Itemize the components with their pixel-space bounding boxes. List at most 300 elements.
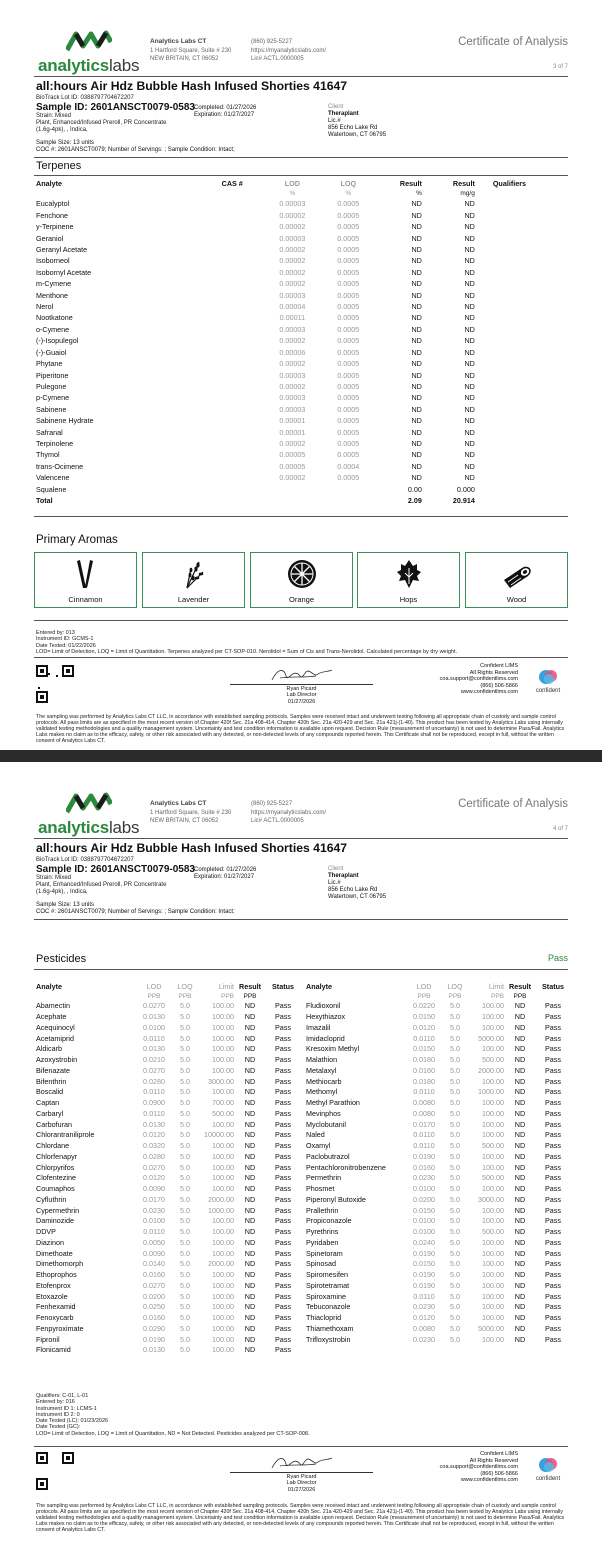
analyte-name: Isobornyl Acetate (36, 267, 92, 277)
lod-value: 0.0140 (143, 1259, 165, 1269)
lims-website-link[interactable]: www.confidentlims.com (460, 689, 518, 695)
result-value: ND (244, 1033, 256, 1043)
loq-value: 5.0 (450, 1302, 460, 1312)
cas-cell (222, 392, 265, 403)
status-value: Pass (275, 1151, 291, 1161)
analyte-name: m-Cymene (36, 279, 72, 289)
loq-value: 5.0 (180, 1033, 190, 1043)
cas-cell (222, 210, 265, 221)
lod-value: 0.00003 (279, 370, 306, 380)
table-row (306, 1141, 570, 1152)
limit-value: 100.00 (212, 1151, 234, 1161)
status-value: Pass (275, 1055, 291, 1065)
biotrack-lot-id: BioTrack Lot ID: 0388797704672207 (36, 95, 134, 101)
logo-mark-icon (66, 792, 112, 814)
cas-cell (222, 347, 265, 358)
result-mg: ND (464, 416, 475, 426)
loq-value: 5.0 (180, 1291, 190, 1301)
col-cas: CAS # (221, 179, 243, 188)
cas-cell (222, 267, 265, 278)
cas-cell (222, 255, 265, 266)
limit-value: 100.00 (212, 1302, 234, 1312)
analyte-name: Prallethrin (306, 1205, 339, 1215)
analyte-name: Azoxystrobin (36, 1055, 78, 1065)
status-value: Pass (275, 1087, 291, 1097)
lod-value: 0.00003 (279, 393, 306, 403)
coc-info: COC #: 2601ANSCT0079; Number of Servings: ; Sample Condition: Intact; (36, 909, 235, 915)
pesticides-table-left (36, 981, 300, 1356)
loq-value: 5.0 (450, 1313, 460, 1323)
limit-value: 100.00 (482, 1076, 504, 1086)
qualifier-cell (475, 347, 526, 358)
analyte-name: Daminozide (36, 1216, 74, 1226)
lod-value: 0.0230 (413, 1302, 435, 1312)
result-value: ND (514, 1033, 526, 1043)
loq-value: 5.0 (450, 1012, 460, 1022)
analyte-name: Safranal (36, 427, 63, 437)
analyte-name: Chlorpyrifos (36, 1162, 75, 1172)
lod-value: 0.0900 (143, 1098, 165, 1108)
table-row (306, 1087, 570, 1098)
limit-value: 100.00 (212, 1270, 234, 1280)
loq-value: 0.0005 (337, 416, 360, 426)
limit-value: 100.00 (212, 1227, 234, 1237)
table-header-row (36, 981, 300, 992)
product-type: (1.6g-4pk), , Indica, (36, 889, 88, 895)
divider (34, 175, 568, 176)
status-value: Pass (275, 1001, 291, 1011)
client-address-line1: 856 Echo Lake Rd (328, 887, 378, 893)
limit-value: 100.00 (482, 1119, 504, 1129)
lod-value: 0.0270 (143, 1280, 165, 1290)
table-row (36, 1044, 300, 1055)
table-row (306, 1184, 570, 1195)
result-percent: ND (411, 336, 422, 346)
qr-code-icon[interactable] (36, 665, 74, 703)
lavender-icon (179, 558, 209, 590)
cas-cell (222, 370, 265, 381)
qualifier-cell (475, 404, 526, 415)
status-value: Pass (275, 1313, 291, 1323)
status-value: Pass (275, 1033, 291, 1043)
analyte-name: Imidacloprid (306, 1033, 345, 1043)
loq-value: 5.0 (450, 1098, 460, 1108)
cas-cell (222, 404, 265, 415)
result-percent: ND (411, 324, 422, 334)
loq-value (320, 495, 377, 506)
analyte-name: p-Cymene (36, 393, 70, 403)
sample-id: Sample ID: 2601ANSCT0079-0583 (36, 864, 195, 875)
client-address-line2: Watertown, CT 06795 (328, 894, 387, 900)
lod-value: 0.0280 (143, 1076, 165, 1086)
table-row (36, 233, 526, 244)
loq-value: 5.0 (180, 1076, 190, 1086)
limit-value: 500.00 (482, 1173, 504, 1183)
limit-value: 100.00 (482, 1012, 504, 1022)
completed-date: Completed: 01/27/2026 (194, 867, 257, 873)
result-mg: ND (464, 233, 475, 243)
lod-value: 0.0160 (143, 1270, 165, 1280)
signer-role: Lab Director (286, 692, 317, 699)
result-percent: ND (411, 290, 422, 300)
status-value: Pass (275, 1216, 291, 1226)
lod-value: 0.0100 (143, 1216, 165, 1226)
limit-value: 100.00 (212, 1280, 234, 1290)
table-row (306, 1206, 570, 1217)
result-value: ND (244, 1119, 256, 1129)
table-row (36, 1238, 300, 1249)
col-result: Result (239, 982, 261, 991)
loq-value: 5.0 (180, 1313, 190, 1323)
lod-value: 0.0100 (413, 1216, 435, 1226)
analyte-name: Fenchone (36, 210, 68, 220)
lod-value: 0.0080 (413, 1323, 435, 1333)
result-value: ND (514, 1334, 526, 1344)
analyte-name: Geranyl Acetate (36, 245, 88, 255)
result-value: ND (514, 1270, 526, 1280)
table-row (36, 335, 526, 346)
analyte-name: Squalene (36, 484, 67, 494)
table-row (306, 1055, 570, 1066)
result-mg: ND (464, 359, 475, 369)
client-label: Client (328, 866, 344, 872)
lab-website-link[interactable]: https://myanalyticslabs.com/ (251, 809, 327, 816)
lod-value: 0.0240 (413, 1237, 435, 1247)
qualifier-cell (475, 461, 526, 472)
loq-value: 5.0 (450, 1044, 460, 1054)
status-value: Pass (275, 1184, 291, 1194)
limit-value: 10000.00 (204, 1130, 234, 1140)
analyte-name: Pyrethrins (306, 1227, 339, 1237)
table-row (306, 1066, 570, 1077)
loq-value: 5.0 (180, 1184, 190, 1194)
table-row (36, 495, 526, 506)
table-row (36, 324, 526, 335)
status-value: Pass (545, 1237, 561, 1247)
signature-block (230, 1450, 373, 1496)
result-percent: ND (411, 313, 422, 323)
limit-value: 500.00 (482, 1141, 504, 1151)
result-value: ND (514, 1280, 526, 1290)
limit-value: 100.00 (212, 1065, 234, 1075)
limit-value: 100.00 (212, 1119, 234, 1129)
result-value: ND (514, 1313, 526, 1323)
divider (34, 838, 568, 839)
document-title: Certificate of Analysis (458, 798, 568, 810)
coa-page-4 (0, 762, 602, 1566)
completed-date: Completed: 01/27/2026 (194, 105, 257, 111)
result-mg: ND (464, 279, 475, 289)
qr-code-icon[interactable] (36, 1452, 74, 1490)
client-license: Lic.# (328, 118, 341, 124)
lod-value: 0.0150 (413, 1259, 435, 1269)
loq-value: 0.0005 (337, 450, 360, 460)
status-value: Pass (545, 1205, 561, 1215)
table-row (36, 1066, 300, 1077)
limit-value: 100.00 (482, 1151, 504, 1161)
result-value: ND (514, 1044, 526, 1054)
result-mg: ND (464, 381, 475, 391)
result-value: ND (244, 1302, 256, 1312)
status-value: Pass (545, 1098, 561, 1108)
loq-value: 5.0 (450, 1076, 460, 1086)
confident-logo-icon (538, 1456, 558, 1474)
status-value: Pass (275, 1141, 291, 1151)
lod-value: 0.0190 (413, 1151, 435, 1161)
limit-value: 100.00 (482, 1044, 504, 1054)
loq-value: 5.0 (180, 1302, 190, 1312)
status-value: Pass (545, 1173, 561, 1183)
table-row (36, 381, 526, 392)
limit-value: 100.00 (212, 1141, 234, 1151)
analyte-name: Spinosad (306, 1259, 336, 1269)
signature-line (230, 1472, 373, 1473)
date-tested-gc: Date Tested (GC): (36, 1424, 81, 1431)
analyte-name: Dimethoate (36, 1248, 73, 1258)
loq-value: 5.0 (450, 1184, 460, 1194)
lod-value: 0.00003 (279, 233, 306, 243)
limit-value: 100.00 (212, 1184, 234, 1194)
status-value: Pass (275, 1345, 291, 1355)
analyte-name: Malathion (306, 1055, 338, 1065)
result-value: ND (244, 1076, 256, 1086)
table-row (306, 1270, 570, 1281)
loq-value: 5.0 (180, 1141, 190, 1151)
status-value: Pass (545, 1022, 561, 1032)
lod-value: 0.00002 (279, 245, 306, 255)
limit-value: 500.00 (482, 1227, 504, 1237)
loq-value: 5.0 (180, 1022, 190, 1032)
status-value: Pass (545, 1280, 561, 1290)
cas-cell (222, 438, 265, 449)
status-value: Pass (275, 1302, 291, 1312)
analyte-name: Geraniol (36, 233, 64, 243)
table-row (36, 1216, 300, 1227)
analyte-name: Spirotetramat (306, 1280, 350, 1290)
limit-value: 100.00 (482, 1184, 504, 1194)
table-row (306, 1034, 570, 1045)
loq-value: 0.0005 (337, 256, 360, 266)
loq-value: 5.0 (180, 1108, 190, 1118)
col-analyte: Analyte (306, 982, 332, 991)
lab-website-link[interactable]: https://myanalyticslabs.com/ (251, 47, 327, 54)
result-value: ND (514, 1001, 526, 1011)
analyte-name: Piperitone (36, 370, 69, 380)
lod-value: 0.0120 (143, 1173, 165, 1183)
lims-phone: (866) 506-5866 (480, 1470, 518, 1477)
table-row (36, 427, 526, 438)
aromas-panel (34, 552, 568, 608)
analyte-name: Valencene (36, 473, 70, 483)
result-value: ND (244, 1216, 256, 1226)
qualifier-cell (475, 449, 526, 460)
lod-value: 0.0130 (143, 1345, 165, 1355)
matrix: Plant, Enhanced/Infused Preroll, PR Concentrate (36, 882, 167, 888)
client-address-line1: 856 Echo Lake Rd (328, 125, 378, 131)
status-value: Pass (275, 1323, 291, 1333)
sample-size: Sample Size: 13 units (36, 902, 95, 908)
analyte-name: Diazinon (36, 1237, 64, 1247)
loq-value: 0.0005 (337, 359, 360, 369)
lod-value: 0.00001 (279, 416, 306, 426)
lims-name: Confident LIMS (480, 1451, 518, 1457)
lod-value: 0.0180 (413, 1076, 435, 1086)
limit-value: 100.00 (482, 1001, 504, 1011)
limit-value: 100.00 (212, 1055, 234, 1065)
limit-value: 100.00 (482, 1098, 504, 1108)
loq-value: 5.0 (450, 1162, 460, 1172)
limit-value: 3000.00 (208, 1076, 234, 1086)
terpenes-table (36, 178, 526, 506)
status-value: Pass (275, 1291, 291, 1301)
result-value: ND (514, 1130, 526, 1140)
overall-status-badge: Pass (547, 953, 568, 963)
limit-value: 100.00 (482, 1259, 504, 1269)
result-value: ND (244, 1151, 256, 1161)
table-row (36, 1345, 300, 1356)
result-mg: 20.914 (452, 495, 475, 505)
status-value: Pass (545, 1055, 561, 1065)
analyte-name: Eucalyptol (36, 199, 70, 209)
limit-value: 500.00 (482, 1055, 504, 1065)
client-name: Theraplant (328, 111, 359, 117)
result-percent: ND (411, 450, 422, 460)
analyte-name: Chlorantraniliprole (36, 1130, 95, 1140)
sample-info (36, 902, 235, 916)
lims-email-link[interactable]: coa.support@confidentlims.com (439, 676, 518, 682)
table-row (306, 1173, 570, 1184)
limit-value: 100.00 (482, 1291, 504, 1301)
page-number: 4 of 7 (552, 826, 568, 832)
table-row (36, 290, 526, 301)
col-limit: Limit (218, 982, 234, 991)
limit-value: 3000.00 (478, 1194, 504, 1204)
lod-value: 0.0170 (143, 1194, 165, 1204)
analyte-name: Phosmet (306, 1184, 335, 1194)
section-title-terpenes: Terpenes (36, 160, 82, 172)
result-value: ND (244, 1098, 256, 1108)
section-title-pesticides: Pesticides (36, 953, 87, 965)
qualifier-cell (475, 335, 526, 346)
unit-blank (266, 992, 300, 1001)
result-percent: ND (411, 427, 422, 437)
lod-value: 0.00002 (279, 256, 306, 266)
result-mg: ND (464, 473, 475, 483)
lod-value: 0.00002 (279, 359, 306, 369)
lims-rights: All Rights Reserved (469, 1457, 518, 1464)
signature-icon (270, 1454, 334, 1472)
page3-footer-notes (36, 630, 457, 655)
table-row (306, 1163, 570, 1174)
loq-value: 5.0 (450, 1055, 460, 1065)
limit-value: 100.00 (212, 1044, 234, 1054)
logo-text (38, 56, 139, 76)
table-row (36, 255, 526, 266)
result-value: ND (514, 1012, 526, 1022)
result-value: ND (244, 1237, 256, 1247)
cas-cell (222, 221, 265, 232)
lab-name: Analytics Labs CT (150, 38, 207, 45)
cas-cell (222, 461, 265, 472)
cas-cell (222, 427, 265, 438)
instrument-id-2: Instrument ID 2: 0 (36, 1411, 80, 1418)
lod-value: 0.0280 (143, 1151, 165, 1161)
table-row (306, 1130, 570, 1141)
lims-email-link[interactable]: coa.support@confidentlims.com (439, 1464, 518, 1470)
result-percent: ND (411, 199, 422, 209)
cas-cell (222, 335, 265, 346)
units-row (306, 992, 570, 1001)
table-row (36, 1001, 300, 1012)
result-value: ND (514, 1119, 526, 1129)
result-mg: ND (464, 393, 475, 403)
loq-value: 5.0 (180, 1098, 190, 1108)
analyte-name: Spiromesifen (306, 1270, 348, 1280)
lims-website-link[interactable]: www.confidentlims.com (460, 1477, 518, 1483)
lod-value: 0.0110 (413, 1141, 435, 1151)
lab-phone: (860) 925-5227 (251, 39, 293, 45)
page-number: 3 of 7 (552, 64, 568, 70)
aroma-card-wood (465, 552, 568, 608)
result-value: ND (514, 1323, 526, 1333)
limit-value: 100.00 (482, 1334, 504, 1344)
analyte-name: Paclobutrazol (306, 1151, 350, 1161)
lod-value: 0.0150 (413, 1205, 435, 1215)
loq-value: 0.0005 (337, 210, 360, 220)
sample-info (36, 140, 235, 154)
divider (34, 969, 568, 970)
loq-value: 5.0 (450, 1237, 460, 1247)
result-value: ND (514, 1216, 526, 1226)
limit-value: 100.00 (482, 1237, 504, 1247)
analyte-name: Thiacloprid (306, 1313, 342, 1323)
loq-value: 5.0 (450, 1334, 460, 1344)
result-value: ND (244, 1055, 256, 1065)
lod-value: 0.0120 (413, 1022, 435, 1032)
qualifier-cell (475, 290, 526, 301)
table-row (306, 1012, 570, 1023)
result-value: ND (244, 1162, 256, 1172)
lod-value: 0.0090 (143, 1248, 165, 1258)
table-row (36, 1173, 300, 1184)
loq-value: 5.0 (180, 1119, 190, 1129)
lod-value: 0.00003 (279, 404, 306, 414)
aroma-label: Cinnamon (68, 595, 103, 604)
unit-blank (306, 992, 404, 1001)
result-percent: ND (411, 279, 422, 289)
limit-value: 100.00 (212, 1334, 234, 1344)
qualifier-cell (475, 427, 526, 438)
result-percent: ND (411, 381, 422, 391)
col-analyte: Analyte (36, 179, 62, 188)
status-value: Pass (545, 1044, 561, 1054)
lims-name: Confident LIMS (480, 663, 518, 669)
lod-value: 0.0270 (143, 1065, 165, 1075)
aroma-card-lavender (142, 552, 245, 608)
confident-logo-text: confident (535, 1476, 561, 1482)
table-row (306, 1216, 570, 1227)
table-row (36, 1313, 300, 1324)
result-mg: ND (464, 347, 475, 357)
table-row (36, 312, 526, 323)
result-mg: ND (464, 245, 475, 255)
table-row (36, 1324, 300, 1335)
unit-ppb: PPB (513, 993, 527, 1001)
aroma-label: Orange (288, 595, 315, 604)
analyte-name: Total (36, 495, 53, 505)
limit-value: 100.00 (212, 1033, 234, 1043)
lod-value: 0.00005 (279, 450, 306, 460)
